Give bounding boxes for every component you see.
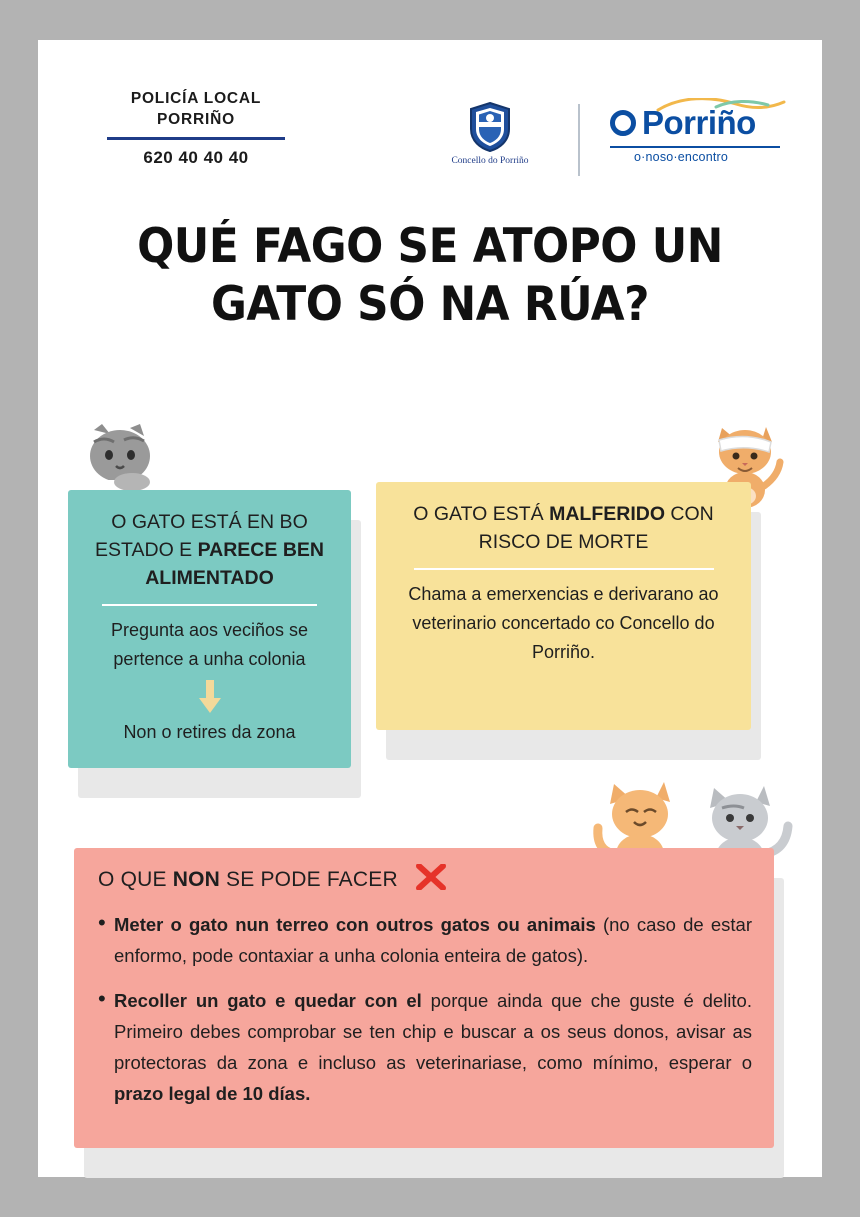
police-title-line2: PORRIÑO [157,111,235,128]
yellow-card-divider [414,568,714,570]
brand-divider [610,146,780,148]
police-divider [107,137,285,140]
peeking-gray-cat-icon [88,422,184,500]
concello-logo-block [436,102,544,166]
red-card-heading-bold: NON [172,868,220,891]
red-card-heading [98,864,752,895]
yellow-card-heading-text1: O GATO ESTÁ [413,503,550,525]
poster-page [38,40,822,1177]
green-card-body-1: Pregunta aos veciños se pertence a unha colonia [110,620,309,669]
green-card-good-condition [68,490,351,768]
arrow-down-icon [197,680,223,714]
red-card-bullet-2-bold2: prazo legal de 10 días. [114,1083,311,1104]
yellow-card-heading-text2: CON RISCO DE MORTE [478,503,714,553]
bullet-icon: • [98,910,106,935]
green-card-body-2: Non o retires da zona [123,722,296,742]
red-card-heading-text1: O QUE [98,868,173,891]
red-card-bullet-1 [114,909,752,971]
police-shield-icon [469,102,511,152]
list-item [98,909,752,971]
list-item [98,985,752,1109]
brand-wordmark: Porriño [642,104,756,141]
header-vertical-divider [578,104,580,176]
page-title: QUÉ FAGO SE ATOPO UN GATO SÓ NA RÚA? [137,219,723,332]
brand-o-icon [610,110,636,136]
police-local-block [96,88,296,168]
red-card-bullet-2-rest: porque ainda que che guste é delito. Primeiro debes comprobar se ten chip e buscar a os seus donos, avisar as protectoras da zona e incluso as veterinariase, como mínimo, esperar o [114,990,752,1073]
bullet-icon: • [98,986,106,1011]
porrino-brand-block [608,104,798,164]
police-title-line1: POLICÍA LOCAL [130,90,262,107]
green-card-heading-text1: O GATO ESTÁ EN BO ESTADO E [95,511,308,561]
yellow-card-body: Chama a emerxencias e derivarano ao veterinario concertado co Concello do Porriño. [408,584,719,662]
red-card-bullet-2-bold: Recoller un gato e quedar con el [114,990,422,1011]
red-card-bullet-1-bold: Meter o gato nun terreo con outros gatos ou animais [114,914,596,935]
brand-tagline: o·noso·encontro [634,150,729,164]
yellow-card-heading-bold: MALFERIDO [549,503,665,525]
red-x-icon [416,864,446,890]
red-card-forbidden [74,848,774,1148]
green-card-heading [88,508,331,592]
green-card-heading-bold: PARECE BEN ALIMENTADO [145,539,324,589]
red-card-bullet-1-rest: (no caso de estar enformo, pode contaxiar a unha colonia enteira de gatos). [114,914,752,966]
yellow-card-injured [376,482,751,730]
police-phone-number: 620 40 40 40 [143,148,249,167]
concello-logo-caption: Concello do Porriño [451,156,529,166]
yellow-card-heading [396,500,731,556]
green-card-divider [102,604,317,606]
red-card-bullet-2 [114,985,752,1109]
poster-header [38,40,822,200]
red-card-heading-text2: SE PODE FACER [219,868,398,891]
